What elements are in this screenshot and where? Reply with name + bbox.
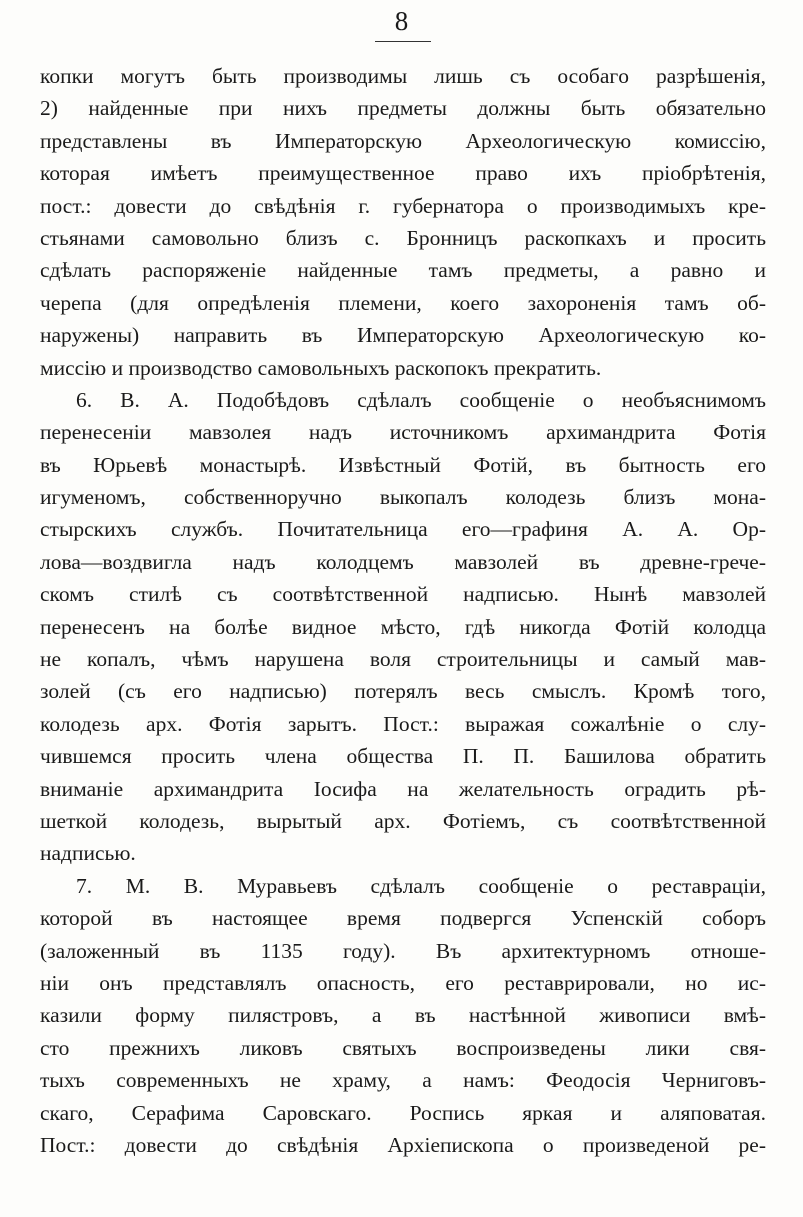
text-line: 2) найденные при нихъ предметы должны быть обязательно bbox=[40, 96, 766, 121]
text-line: наружены) направить въ Императорскую Археологическую ко- bbox=[40, 323, 766, 348]
text-line: казили форму пилястровъ, а въ настѣнной живописи вмѣ- bbox=[40, 1003, 766, 1028]
text-line: шеткой колодезь, вырытый арх. Фотіемъ, съ соотвѣтственной bbox=[40, 808, 766, 833]
text-line: колодезь арх. Фотія зарытъ. Пост.: выражая сожалѣніе о слу- bbox=[40, 711, 766, 736]
text-line: перенесеніи мавзолея надъ источникомъ архимандрита Фотія bbox=[40, 420, 766, 445]
text-line: скаго, Серафима Саровскаго. Роспись яркая и аляповатая. bbox=[40, 1100, 766, 1125]
text-line: игуменомъ, собственноручно выкопалъ колодезь близъ мона- bbox=[40, 485, 766, 510]
text-line: въ Юрьевѣ монастырѣ. Извѣстный Фотій, въ бытность его bbox=[40, 452, 766, 477]
text-line: золей (съ его надписью) потерялъ весь смыслъ. Кромѣ того, bbox=[40, 679, 766, 704]
text-line: тыхъ современныхъ не храму, а намъ: Феодосія Черниговъ- bbox=[40, 1068, 766, 1093]
text-line: надписью. bbox=[40, 841, 136, 866]
text-line: стьянами самовольно близъ с. Бронницъ раскопкахъ и просить bbox=[40, 225, 766, 250]
page-number: 8 bbox=[394, 6, 409, 36]
text-line: сто прежнихъ ликовъ святыхъ воспроизведены лики свя- bbox=[40, 1035, 766, 1060]
page-number-rule bbox=[375, 41, 431, 42]
text-line: скомъ стилѣ съ соотвѣтственной надписью. Нынѣ мавзолей bbox=[40, 582, 766, 607]
text-line: перенесенъ на болѣе видное мѣсто, гдѣ никогда Фотій колодца bbox=[40, 614, 766, 639]
text-line: пост.: довести до свѣдѣнія г. губернатора о производимыхъ кре- bbox=[40, 193, 766, 218]
text-line: которая имѣетъ преимущественное право ихъ пріобрѣтенія, bbox=[40, 161, 766, 186]
text-line: стырскихъ службъ. Почитательница его—графиня А. А. Ор- bbox=[40, 517, 766, 542]
text-line: 6. В. А. Подобѣдовъ сдѣлалъ сообщеніе о необъяснимомъ bbox=[76, 387, 766, 412]
text-line: копки могутъ быть производимы лишь съ особагo разрѣшенія, bbox=[40, 64, 766, 88]
text-line: сдѣлать распоряженіе найденные тамъ предметы, а равно и bbox=[40, 258, 766, 283]
text-line: миссію и производство самовольныхъ раскопокъ прекратить. bbox=[40, 355, 602, 380]
text-line: черепа (для опредѣленія племени, коего захороненія тамъ об- bbox=[40, 290, 766, 315]
body-text bbox=[40, 60, 766, 1161]
text-line: 7. М. В. Муравьевъ сдѣлалъ сообщеніе о реставраціи, bbox=[76, 873, 766, 898]
text-line: лова—воздвигла надъ колодцемъ мавзолей въ древне-грече- bbox=[40, 549, 766, 574]
text-line: не копалъ, чѣмъ нарушена воля строительницы и самый мав- bbox=[40, 647, 766, 672]
text-line: ніи онъ представлялъ опасность, его реставрировали, но ис- bbox=[40, 970, 766, 995]
text-line: вниманіе архимандрита Іосифа на желательность оградить рѣ- bbox=[40, 776, 766, 801]
text-line: Пост.: довести до свѣдѣнія Архіепископа о произведеной ре- bbox=[40, 1132, 766, 1157]
text-line: представлены въ Императорскую Археологическую комиссію, bbox=[40, 128, 766, 153]
text-line: чившемся просить члена общества П. П. Башилова обратить bbox=[40, 744, 766, 769]
text-line: которой въ настоящее время подвергся Успенскій соборъ bbox=[40, 906, 766, 931]
text-line: (заложенный въ 1135 году). Въ архитектурномъ отноше- bbox=[40, 938, 766, 963]
